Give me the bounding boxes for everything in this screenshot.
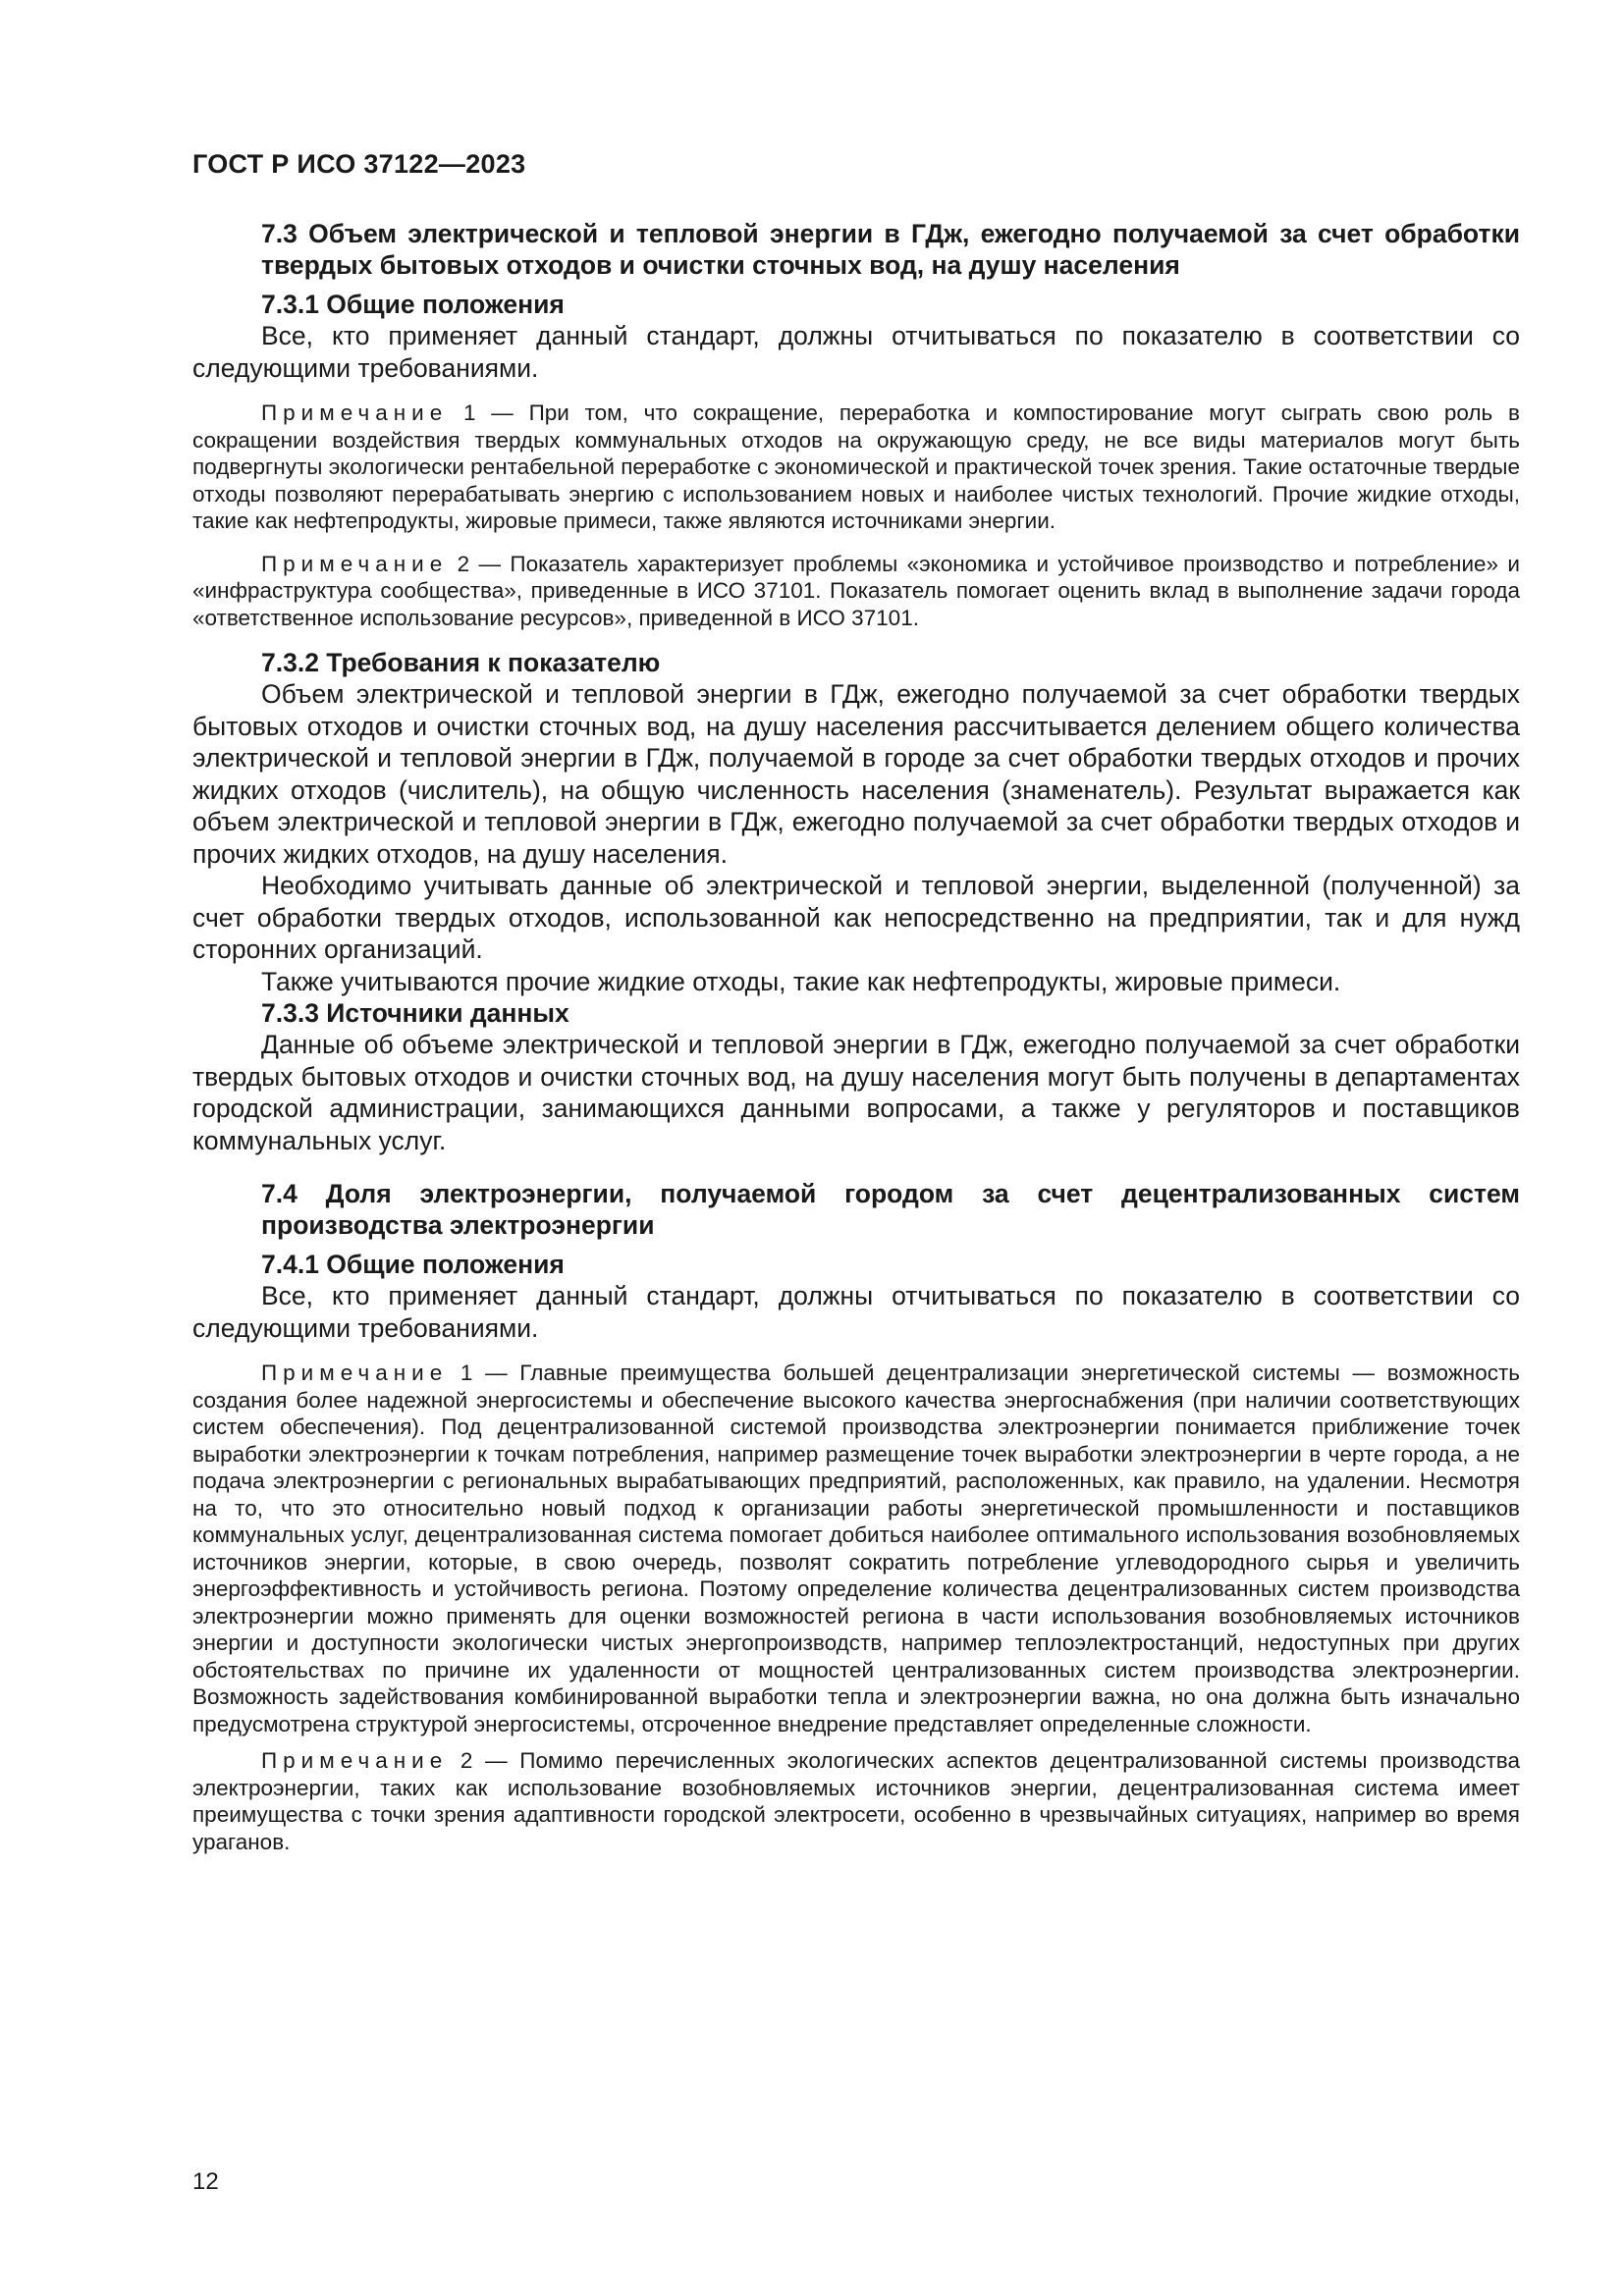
paragraph: Все, кто применяет данный стандарт, должны отчитываться по показателю в соответствии со следующими требованиями. [192,1281,1520,1343]
subsection-7-3-2-title: 7.3.2 Требования к показателю [261,648,661,677]
note-2 [192,551,1520,632]
note-text: 1 — При том, что сокращение, переработка и компостирование могут сыграть свою роль в сокращении воздействия твердых коммунальных отходов на окружающую среду, не все виды материалов могут быть подвергнуты экологически рентабельной переработке с экономической и практической точек зрения. Такие остаточные твердые отходы позволяют перерабатывать энергию с использованием новых и наиболее чистых технологий. Прочие жидкие отходы, такие как нефтепродукты, жировые примеси, также являются источниками энергии. [192,400,1520,533]
subsection-7-4-1-title: 7.4.1 Общие положения [261,1250,565,1279]
document-header: ГОСТ Р ИСО 37122—2023 [192,149,526,179]
document-body [192,218,1520,1855]
note-2 [192,1747,1520,1855]
note-text: 1 — Главные преимущества большей децентрализации энергетической системы — возможность создания более надежной энергосистемы и обеспечение высокого качества энергоснабжения (при наличии соответствующих систем обеспечения). Под децентрализованной системой производства электроэнергии понимается приближение точек выработки электроэнергии к точкам потребления, например размещение точек выработки электроэнергии в черте города, а не подача электроэнергии с региональных вырабатывающих предприятий, расположенных, как правило, на удалении. Несмотря на то, что это относительно новый подход к организации работы энергетической промышленности и поставщиков коммунальных услуг, децентрализованная система помогает добиться наиболее оптимального использования возобновляемых источников энергии, которые, в свою очередь, позволят сократить потребление углеводородного сырья и увеличить энергоэффективность и устойчивость региона. Поэтому определение количества децентрализованных систем производства электроэнергии можно применять для оценки возможностей региона в части использования возобновляемых источников энергии и доступности экологически чистых энергопроизводств, например теплоэлектростанций, недоступных при других обстоятельствах по причине их удаленности от мощностей централизованных систем производства электроэнергии. Возможность задействования комбинированной выработки тепла и электроэнергии важна, но она должна быть изначально предусмотрена структурой энергосистемы, отсроченное внедрение представляет определенные сложности. [192,1361,1520,1736]
paragraph: Данные об объеме электрической и тепловой энергии в ГДж, ежегодно получаемой за счет обработки твердых бытовых отходов и очистки сточных вод, на душу населения могут быть получены в департаментах городской администрации, занимающихся данными вопросами, а также у регуляторов и поставщиков коммунальных услуг. [192,1030,1520,1155]
note-text: 2 — Показатель характеризует проблемы «экономика и устойчивое производство и потребление» и «инфраструктура сообщества», приведенные в ИСО 37101. Показатель помогает оценить вклад в выполнение задачи города «ответственное использование ресурсов», приведенной в ИСО 37101. [192,551,1520,630]
note-label: Примечание [261,551,449,576]
note-text: 2 — Помимо перечисленных экологических аспектов децентрализованной системы производства электроэнергии, таких как использование возобновляемых источников энергии, децентрализованная система имеет преимущества с точки зрения адаптивности городской электросети, особенно в чрезвычайных ситуациях, например во время ураганов. [192,1748,1520,1854]
note-1 [192,1360,1520,1737]
paragraph: Объем электрической и тепловой энергии в ГДж, ежегодно получаемой за счет обработки твердых бытовых отходов и очистки сточных вод, на душу населения рассчитывается делением общего количества электрической и тепловой энергии в ГДж, получаемой в городе за счет обработки твердых отходов и прочих жидких отходов (числитель), на общую численность населения (знаменатель). Результат выражается как объем электрической и тепловой энергии в ГДж, ежегодно получаемой за счет обработки твердых отходов и прочих жидких отходов, на душу населения. [192,679,1520,869]
subsection-7-3-3-title: 7.3.3 Источники данных [261,998,569,1028]
note-label: Примечание [261,1361,449,1385]
section-7-4-title: 7.4 Доля электроэнергии, получаемой городом за счет децентрализованных систем производства электроэнергии [261,1179,1520,1240]
paragraph: Также учитываются прочие жидкие отходы, такие как нефтепродукты, жировые примеси. [261,966,1341,996]
section-7-3-title: 7.3 Объем электрической и тепловой энергии в ГДж, ежегодно получаемой за счет обработки твердых бытовых отходов и очистки сточных вод, на душу населения [261,219,1520,280]
note-1 [192,400,1520,535]
note-label: Примечание [261,1748,449,1773]
note-label: Примечание [261,400,449,425]
subsection-7-3-1-title: 7.3.1 Общие положения [261,290,565,319]
paragraph: Необходимо учитывать данные об электрической и тепловой энергии, выделенной (полученной) за счет обработки твердых отходов, использованной как непосредственно на предприятии, так и для нужд сторонних организаций. [192,871,1520,964]
page-number: 12 [192,2168,219,2195]
paragraph: Все, кто применяет данный стандарт, должны отчитываться по показателю в соответствии со следующими требованиями. [192,321,1520,383]
